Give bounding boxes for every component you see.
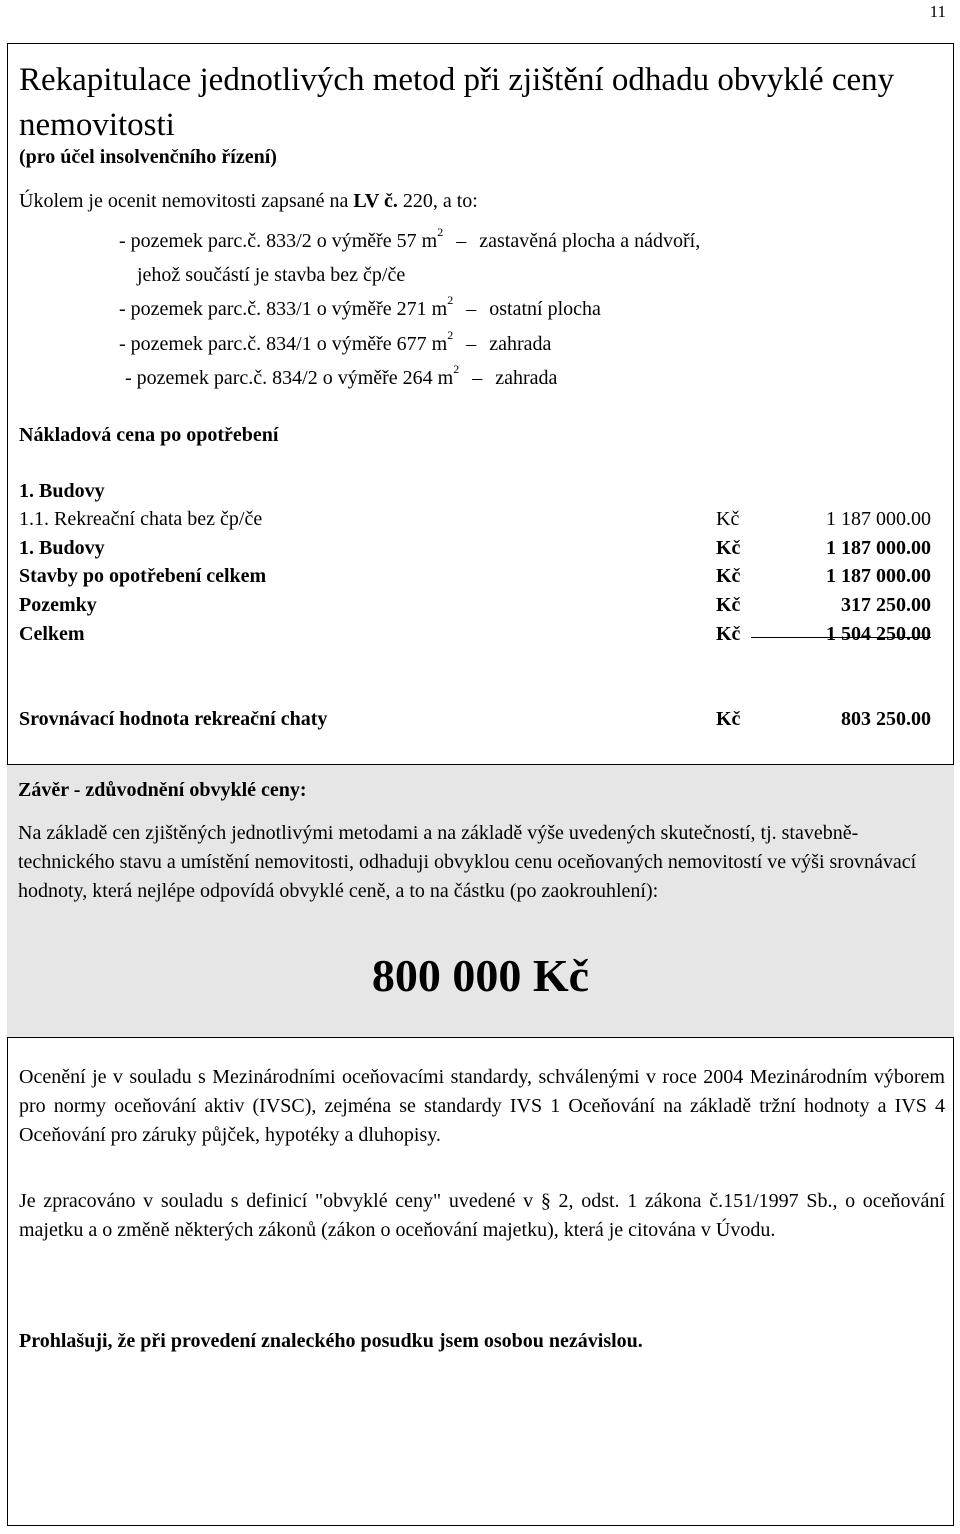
row-label: Stavby po opotřebení celkem bbox=[19, 565, 267, 587]
section-heading: 1. Budovy bbox=[19, 480, 105, 502]
conclusion-heading: Závěr - zdůvodnění obvyklé ceny: bbox=[18, 779, 307, 801]
parcel-item: - pozemek parc.č. 834/2 o výměře 264 $m^2$ – zahrada bbox=[125, 362, 558, 389]
row-currency: Kč bbox=[716, 508, 740, 530]
value-row-comparative bbox=[19, 708, 931, 736]
row-amount: 317 250.00 bbox=[841, 594, 931, 616]
value-row bbox=[19, 508, 931, 536]
row-label: 1. Budovy bbox=[19, 537, 105, 559]
row-amount: 1 187 000.00 bbox=[826, 565, 931, 587]
row-currency: Kč bbox=[716, 537, 741, 559]
parcel-item: - pozemek parc.č. 833/2 o výměře 57 $m^2$ – zastavěná plocha a nádvoří, bbox=[119, 225, 701, 252]
row-label: Pozemky bbox=[19, 594, 97, 616]
conclusion-text: Na základě cen zjištěných jednotlivými metodami a na základě výše uvedených skutečností, tj. stavebně-technického stavu a umístění nemovitosti, odhaduji obvyklou cenu oceňovaných nemovitostí ve výši srovnávací hodnoty, která nejlépe odpovídá obvyklé ceně, a to na částku (po zaokrouhlení): bbox=[18, 822, 917, 902]
cost-heading: Nákladová cena po opotřebení bbox=[19, 424, 279, 446]
final-price: 800 000 Kč bbox=[371, 950, 590, 1001]
row-currency: Kč bbox=[716, 708, 741, 730]
independence-declaration: Prohlašuji, že při provedení znaleckého posudku jsem osobou nezávislou. bbox=[19, 1330, 643, 1352]
row-label: 1.1. Rekreační chata bez čp/če bbox=[19, 508, 263, 530]
row-amount: 803 250.00 bbox=[841, 708, 931, 730]
value-row bbox=[19, 565, 931, 593]
intro-suffix: 220, a to: bbox=[397, 190, 478, 212]
row-amount: 1 504 250.00 bbox=[826, 623, 931, 645]
row-label: Celkem bbox=[19, 623, 85, 645]
subtitle: (pro účel insolvenčního řízení) bbox=[19, 146, 277, 168]
intro-prefix: Úkolem je ocenit nemovitosti zapsané na bbox=[19, 190, 354, 212]
row-currency: Kč bbox=[716, 623, 741, 645]
row-amount: 1 187 000.00 bbox=[826, 508, 931, 530]
page-number: 11 bbox=[929, 2, 946, 21]
definition-paragraph: Je zpracováno v souladu s definicí "obvyklé ceny" uvedené v § 2, odst. 1 zákona č.151/1997 Sb., o oceňování majetku a o změně některých zákonů (zákon o oceňování majetku), která je citována v Úvodu. bbox=[19, 1190, 945, 1241]
row-label: Srovnávací hodnota rekreační chaty bbox=[19, 708, 328, 730]
value-row bbox=[19, 537, 931, 565]
row-currency: Kč bbox=[716, 594, 741, 616]
parcel-item: - pozemek parc.č. 834/1 o výměře 677 $m^2$ – zahrada bbox=[119, 328, 552, 355]
parcel-item-continuation: jehož součástí je stavba bez čp/če bbox=[137, 264, 406, 286]
conclusion-box bbox=[7, 764, 954, 1038]
intro-lv: LV č. bbox=[353, 190, 398, 212]
parcel-item: - pozemek parc.č. 833/1 o výměře 271 $m^2$ – ostatní plocha bbox=[119, 293, 601, 320]
page-title: Rekapitulace jednotlivých metod při zjištění odhadu obvyklé ceny nemovitosti bbox=[19, 62, 895, 143]
standards-paragraph: Ocenění je v souladu s Mezinárodními oceňovacími standardy, schválenými v roce 2004 Mezinárodním výborem pro normy oceňování aktiv (IVSC), zejména se standardy IVS 1 Oceňování na základě tržní hodnoty a IVS 4 Oceňování pro záruky půjček, hypotéky a dluhopisy. bbox=[19, 1066, 945, 1146]
value-row-total bbox=[19, 623, 931, 651]
intro-text bbox=[19, 190, 478, 213]
value-row bbox=[19, 594, 931, 622]
row-currency: Kč bbox=[716, 565, 741, 587]
recap-frame bbox=[7, 43, 954, 1526]
row-amount: 1 187 000.00 bbox=[826, 537, 931, 559]
